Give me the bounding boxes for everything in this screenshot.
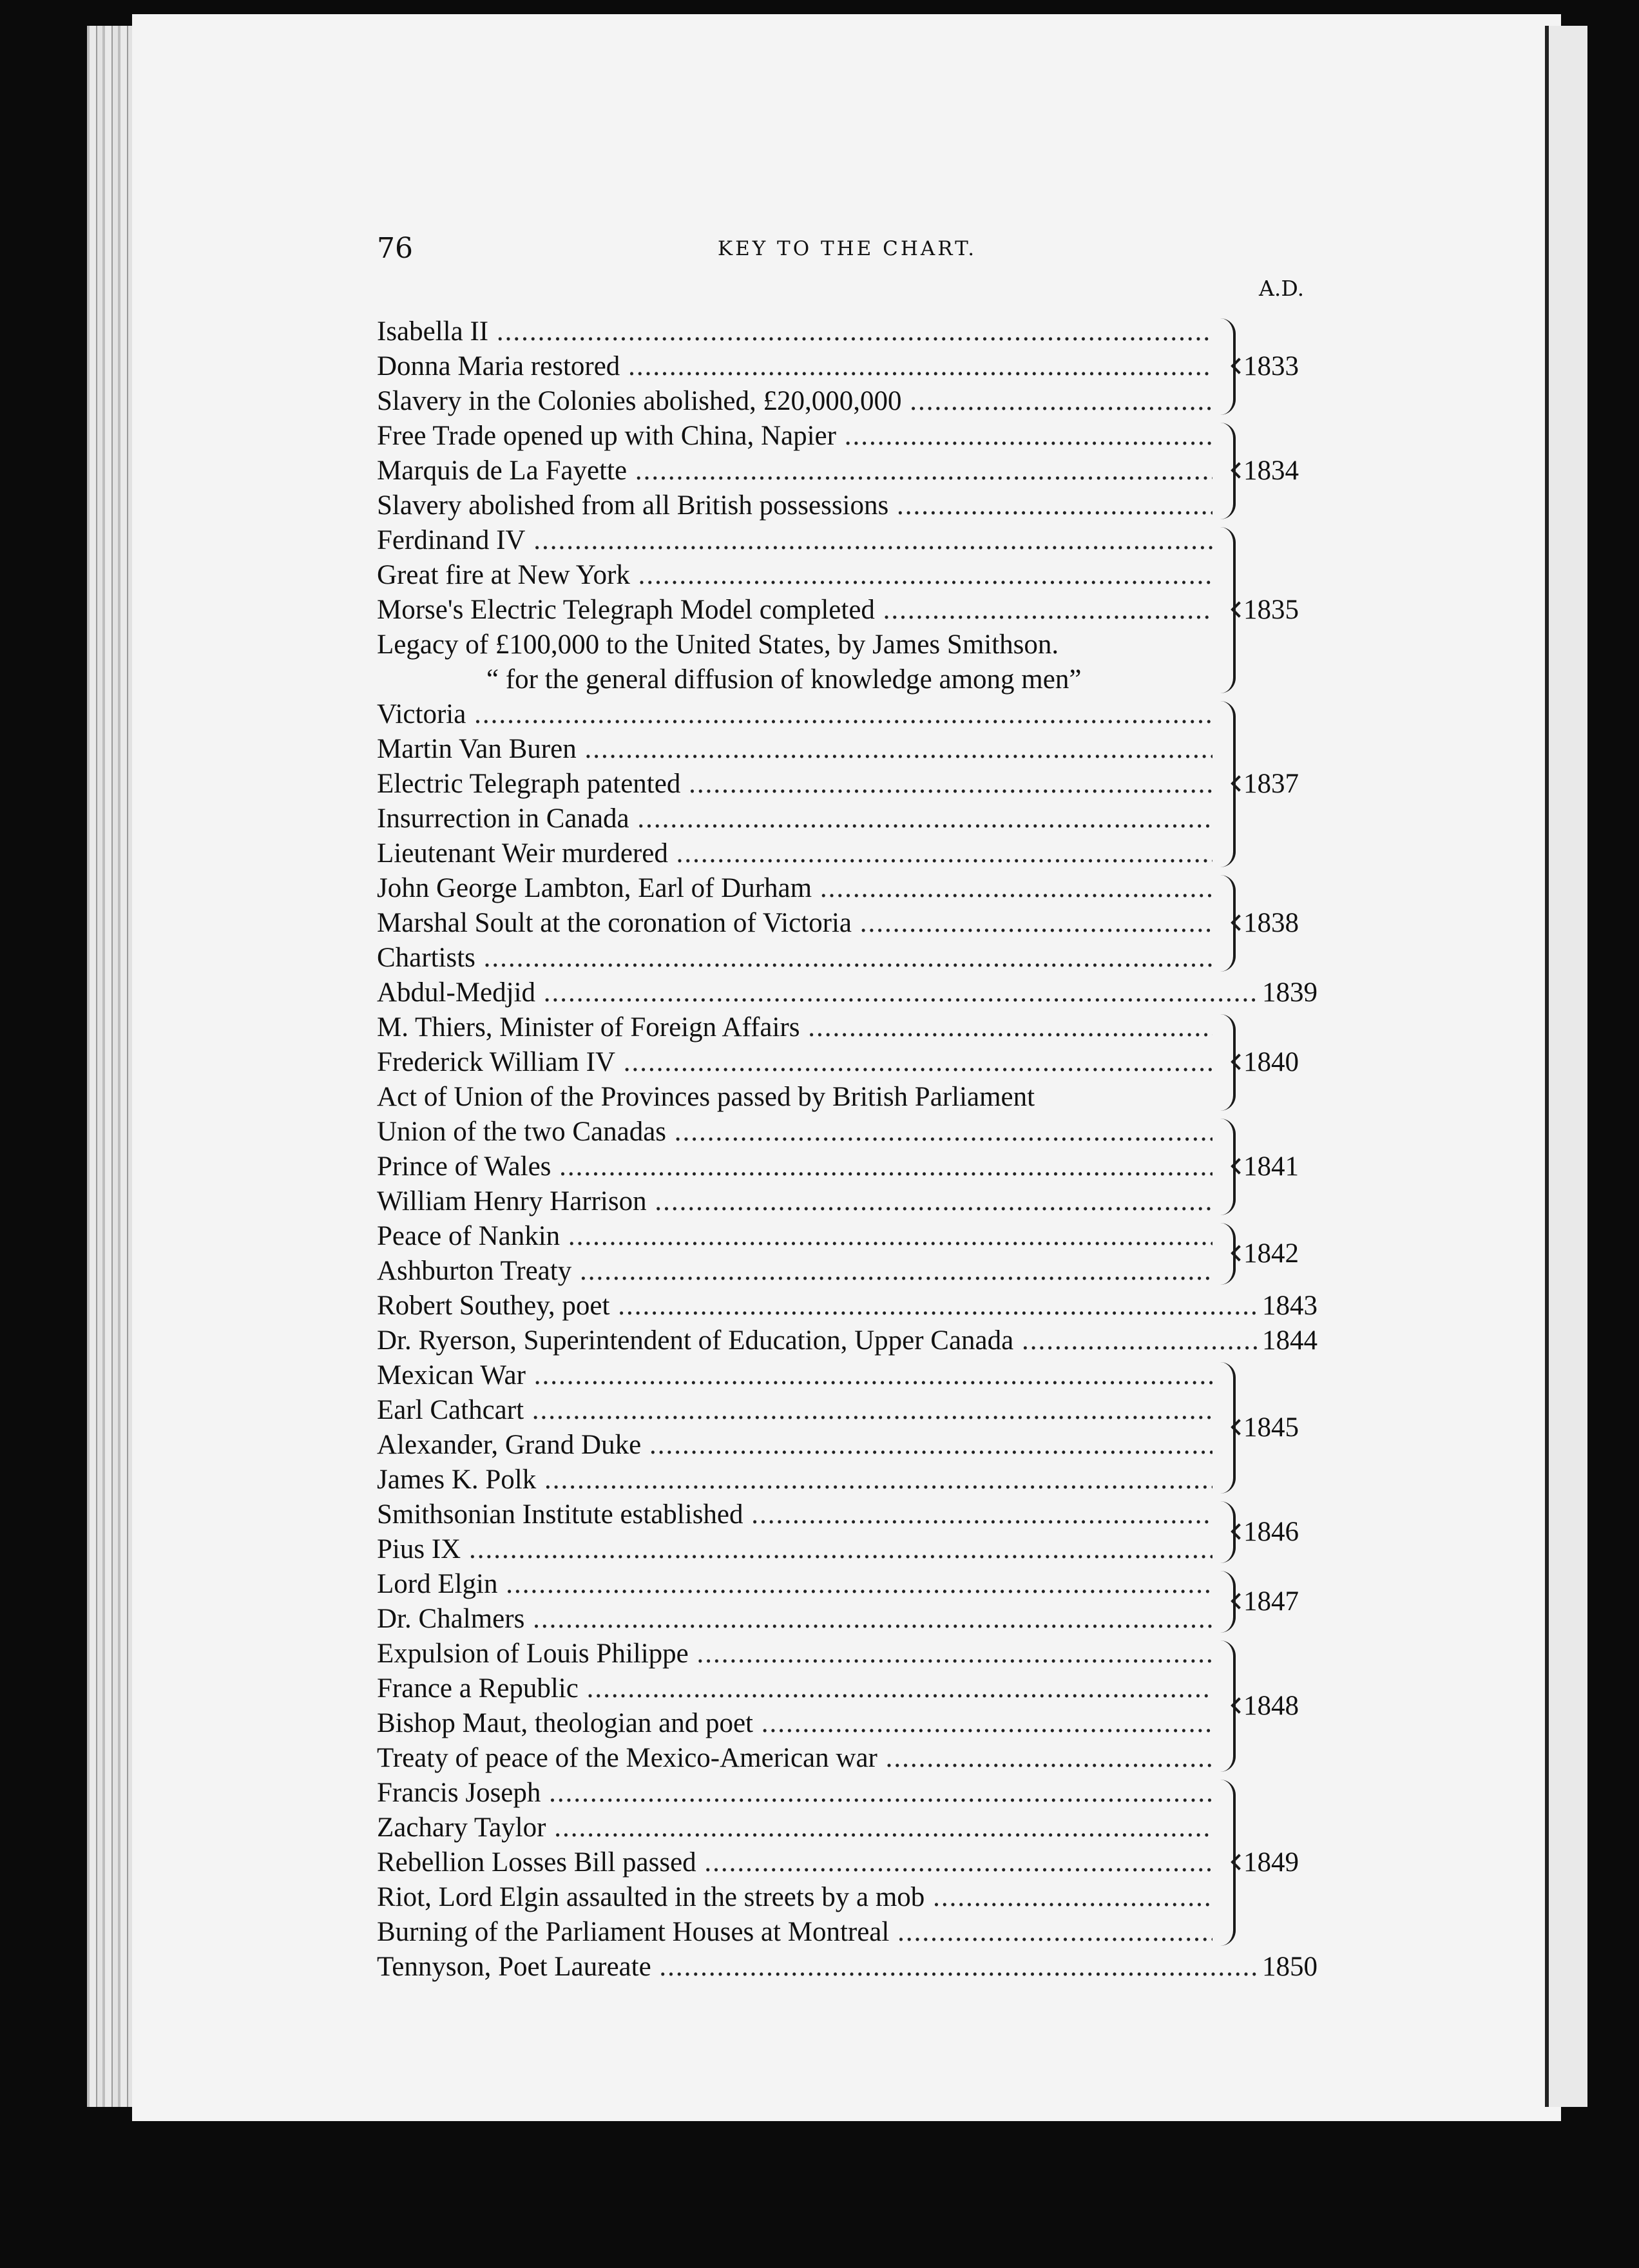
entry-label: Smithsonian Institute established ..... bbox=[377, 1499, 1212, 1530]
entry-label: Robert Southey, poet ..... bbox=[377, 1291, 1318, 1321]
chronology-entry bbox=[377, 1149, 1212, 1184]
year-label: 1841 bbox=[1243, 1151, 1299, 1182]
entry-label: Free Trade opened up with China, Napier ..... bbox=[377, 421, 1212, 451]
entry-label: Francis Joseph ..... bbox=[377, 1778, 1212, 1808]
chronology-entry bbox=[377, 871, 1212, 906]
entry-label: Bishop Maut, theologian and poet ..... bbox=[377, 1708, 1212, 1738]
year-label: 1844 bbox=[1258, 1323, 1318, 1358]
year-brace bbox=[1212, 1640, 1236, 1772]
entry-label: Ferdinand IV ..... bbox=[377, 525, 1212, 555]
chronology-entry bbox=[377, 558, 1212, 593]
page-header bbox=[377, 232, 1318, 271]
entry-label: James K. Polk ..... bbox=[377, 1465, 1212, 1495]
chronology-entry bbox=[377, 1428, 1212, 1463]
year-group bbox=[377, 871, 1318, 975]
entry-label: Lieutenant Weir murdered ..... bbox=[377, 838, 1212, 869]
chronology-entry bbox=[377, 906, 1212, 941]
chronology-entry bbox=[377, 1845, 1212, 1880]
chronology-entry bbox=[377, 662, 1212, 697]
year-label: 1848 bbox=[1243, 1691, 1299, 1721]
chronology-entry bbox=[377, 1671, 1212, 1706]
chronology-entry bbox=[377, 941, 1212, 975]
entry-label: France a Republic ..... bbox=[377, 1673, 1212, 1704]
entry-label: Treaty of peace of the Mexico-American war ..... bbox=[377, 1743, 1212, 1773]
chronology-entry bbox=[377, 1323, 1318, 1358]
year-label: 1839 bbox=[1258, 975, 1318, 1010]
year-group bbox=[377, 1323, 1318, 1358]
year-group bbox=[377, 1776, 1318, 1950]
entry-label: Mexican War ..... bbox=[377, 1360, 1212, 1390]
entry-label: Prince of Wales ..... bbox=[377, 1151, 1212, 1182]
year-brace bbox=[1212, 1119, 1236, 1215]
year-brace bbox=[1212, 701, 1236, 867]
chronology-entry bbox=[377, 1637, 1212, 1671]
year-label: 1835 bbox=[1243, 595, 1299, 625]
entry-label: Slavery in the Colonies abolished, £20,000,000 ..... bbox=[377, 386, 1212, 416]
chronology-entry bbox=[377, 1776, 1212, 1811]
facing-page-edge bbox=[1549, 26, 1587, 2107]
year-label: 1845 bbox=[1243, 1412, 1299, 1443]
chronology-entry bbox=[377, 523, 1212, 558]
chronology-entry bbox=[377, 1045, 1212, 1080]
chronology-entry bbox=[377, 1289, 1318, 1323]
chronology-entry bbox=[377, 975, 1318, 1010]
year-group bbox=[377, 1358, 1318, 1497]
entry-label: Chartists ..... bbox=[377, 943, 1212, 973]
era-label: A.D. bbox=[1259, 276, 1305, 301]
entry-label: Zachary Taylor ..... bbox=[377, 1812, 1212, 1843]
chronology-entry bbox=[377, 314, 1212, 349]
entry-label: William Henry Harrison ..... bbox=[377, 1186, 1212, 1216]
chronology-entry bbox=[377, 1567, 1212, 1602]
entry-label: Burning of the Parliament Houses at Montreal ..... bbox=[377, 1917, 1212, 1947]
chronology-entry bbox=[377, 1219, 1212, 1254]
year-brace bbox=[1212, 1362, 1236, 1494]
year-group bbox=[377, 1115, 1318, 1219]
year-brace bbox=[1212, 1501, 1236, 1563]
entry-label: Victoria ..... bbox=[377, 699, 1212, 729]
entry-label: Ashburton Treaty ..... bbox=[377, 1256, 1212, 1286]
chronology-entry bbox=[377, 732, 1212, 767]
entry-label: Expulsion of Louis Philippe ..... bbox=[377, 1639, 1212, 1669]
year-group bbox=[377, 1289, 1318, 1323]
chronology-entry bbox=[377, 1184, 1212, 1219]
chronology-entry bbox=[377, 1115, 1212, 1149]
chronology-entry bbox=[377, 1080, 1212, 1115]
entry-label: Dr. Ryerson, Superintendent of Education, Upper Canada ..... bbox=[377, 1325, 1318, 1356]
entry-label: Electric Telegraph patented ..... bbox=[377, 769, 1212, 799]
chronology-entry bbox=[377, 1254, 1212, 1289]
entry-label: Morse's Electric Telegraph Model completed ..... bbox=[377, 595, 1212, 625]
year-brace bbox=[1212, 1223, 1236, 1285]
chronology-entry bbox=[377, 1358, 1212, 1393]
year-group bbox=[377, 1637, 1318, 1776]
entry-label: Earl Cathcart ..... bbox=[377, 1395, 1212, 1425]
chronology-entry bbox=[377, 836, 1212, 871]
year-group bbox=[377, 975, 1318, 1010]
entry-label: Lord Elgin ..... bbox=[377, 1569, 1212, 1599]
year-label: 1849 bbox=[1243, 1847, 1299, 1878]
entry-label: Insurrection in Canada ..... bbox=[377, 803, 1212, 834]
chronology-entry bbox=[377, 419, 1212, 454]
year-group bbox=[377, 314, 1318, 419]
entry-label: Peace of Nankin ..... bbox=[377, 1221, 1212, 1251]
year-label: 1838 bbox=[1243, 908, 1299, 938]
chronology-entry bbox=[377, 1741, 1212, 1776]
chronology-entry bbox=[377, 767, 1212, 802]
year-label: 1850 bbox=[1258, 1950, 1318, 1984]
chronology-list bbox=[377, 314, 1318, 1984]
entry-label: John George Lambton, Earl of Durham ..... bbox=[377, 873, 1212, 903]
chronology-entry bbox=[377, 1463, 1212, 1497]
chronology-entry bbox=[377, 1497, 1212, 1532]
entry-label: Abdul-Medjid ..... bbox=[377, 977, 1318, 1008]
year-label: 1834 bbox=[1243, 456, 1299, 486]
entry-label: “ for the general diffusion of knowledge among men” bbox=[486, 664, 1082, 695]
chronology-entry bbox=[377, 1706, 1212, 1741]
entry-label: Marshal Soult at the coronation of Victoria ..... bbox=[377, 908, 1212, 938]
chronology-entry bbox=[377, 1532, 1212, 1567]
year-brace bbox=[1212, 1014, 1236, 1111]
year-group bbox=[377, 1010, 1318, 1115]
chronology-entry bbox=[377, 802, 1212, 836]
chronology-entry bbox=[377, 1811, 1212, 1845]
chronology-entry bbox=[377, 1950, 1318, 1984]
year-group bbox=[377, 697, 1318, 871]
chronology-entry bbox=[377, 593, 1212, 628]
chronology-entry bbox=[377, 1393, 1212, 1428]
entry-label: Union of the two Canadas ..... bbox=[377, 1117, 1212, 1147]
entry-label: Donna Maria restored ..... bbox=[377, 351, 1212, 381]
year-group bbox=[377, 523, 1318, 697]
entry-label: Slavery abolished from all British possessions ..... bbox=[377, 490, 1212, 521]
year-brace bbox=[1212, 875, 1236, 972]
year-group bbox=[377, 419, 1318, 523]
year-group bbox=[377, 1219, 1318, 1289]
chronology-entry bbox=[377, 628, 1212, 662]
entry-label: Pius IX ..... bbox=[377, 1534, 1212, 1564]
entry-label: Great fire at New York ..... bbox=[377, 560, 1212, 590]
chronology-entry bbox=[377, 488, 1212, 523]
year-label: 1843 bbox=[1258, 1289, 1318, 1323]
year-brace bbox=[1212, 318, 1236, 415]
year-brace bbox=[1212, 527, 1236, 693]
entry-label: Dr. Chalmers ..... bbox=[377, 1604, 1212, 1634]
entry-label: Martin Van Buren ..... bbox=[377, 734, 1212, 764]
chronology-entry bbox=[377, 349, 1212, 384]
page-number: 76 bbox=[377, 232, 413, 265]
year-group bbox=[377, 1567, 1318, 1637]
entry-label: Rebellion Losses Bill passed ..... bbox=[377, 1847, 1212, 1878]
year-label: 1833 bbox=[1243, 351, 1299, 381]
chronology-entry bbox=[377, 1880, 1212, 1915]
entry-label: Alexander, Grand Duke ..... bbox=[377, 1430, 1212, 1460]
year-brace bbox=[1212, 1571, 1236, 1633]
chronology-entry bbox=[377, 1915, 1212, 1950]
year-brace bbox=[1212, 423, 1236, 519]
entry-label: Act of Union of the Provinces passed by British Parliament bbox=[377, 1082, 1035, 1112]
year-label: 1842 bbox=[1243, 1238, 1299, 1269]
year-brace bbox=[1212, 1780, 1236, 1946]
entry-label: Isabella II ..... bbox=[377, 316, 1212, 347]
chronology-entry bbox=[377, 1010, 1212, 1045]
running-head: KEY TO THE CHART. bbox=[717, 237, 977, 260]
year-label: 1847 bbox=[1243, 1586, 1299, 1617]
entry-label: Riot, Lord Elgin assaulted in the streets by a mob ..... bbox=[377, 1882, 1212, 1912]
chronology-entry bbox=[377, 1602, 1212, 1637]
year-group bbox=[377, 1950, 1318, 1984]
year-label: 1837 bbox=[1243, 769, 1299, 799]
entry-label: Marquis de La Fayette ..... bbox=[377, 456, 1212, 486]
entry-label: Legacy of £100,000 to the United States, by James Smithson. bbox=[377, 629, 1059, 660]
year-group bbox=[377, 1497, 1318, 1567]
entry-label: Tennyson, Poet Laureate ..... bbox=[377, 1952, 1318, 1982]
entry-label: Frederick William IV ..... bbox=[377, 1047, 1212, 1077]
chronology-entry bbox=[377, 454, 1212, 488]
year-label: 1840 bbox=[1243, 1047, 1299, 1077]
year-label: 1846 bbox=[1243, 1517, 1299, 1547]
entry-label: M. Thiers, Minister of Foreign Affairs ..... bbox=[377, 1012, 1212, 1043]
chronology-entry bbox=[377, 697, 1212, 732]
chronology-entry bbox=[377, 384, 1212, 419]
